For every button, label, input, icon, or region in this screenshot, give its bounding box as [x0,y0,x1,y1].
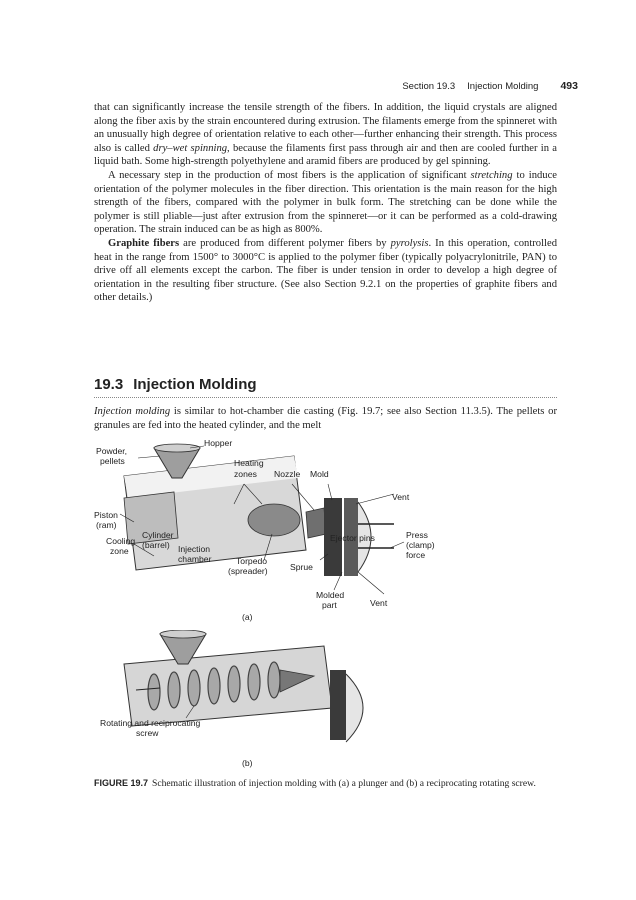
figure-a-plunger-diagram [94,438,554,638]
label-part: part [322,600,337,610]
caption-label: FIGURE 19.7 [94,778,149,788]
section-title: Injection Molding [133,376,257,393]
header-title: Injection Molding [467,81,539,92]
label-heating: Heating [234,458,264,468]
label-nozzle: Nozzle [274,469,301,479]
label-vent-bottom: Vent [370,598,388,608]
label-powder: Powder, [96,446,128,456]
label-vent-top: Vent [392,492,410,502]
screw-mold-fixed [330,670,346,740]
header-section: Section 19.3 [402,81,456,92]
label-zone: zone [110,546,129,556]
label-injection: Injection [178,544,211,554]
section-heading [94,376,557,398]
label-barrel: (barrel) [142,540,170,550]
label-piston: Piston [94,510,118,520]
figure-a-label: (a) [242,612,253,622]
label-press: Press [406,530,428,540]
label-rotating-reciprocating: Rotating and reciprocating [100,718,201,728]
figure-caption [94,777,554,791]
label-zones: zones [234,469,257,479]
figure-b-screw-diagram [94,630,554,770]
paragraph-4: Injection molding is similar to hot-chamber die casting (Fig. 19.7; see also Section 11.3.5). The pellets or granules are fed into the heated cylinder, and the melt [94,406,557,431]
label-sprue: Sprue [290,562,313,572]
label-ram: (ram) [96,520,117,530]
paragraph-3: Graphite fibers are produced from different polymer fibers by pyrolysis. In this operation, controlled heat in the range from 1500° to 3000°C is applied to the polymer fiber (typically polyacrylonitrile, PAN) to drive off all elements except the carbon. The fiber is under tension in order to develop a high degree of orientation in the resulting fiber structure. (See also Section 9.2.1 on the properties of graphite fibers and other details.) [94,237,557,304]
label-torpedo: Torpedo [236,556,268,566]
running-header [402,80,578,92]
label-cooling: Cooling [106,536,136,546]
torpedo [248,504,300,536]
body-text-top [94,101,557,305]
body-text-bottom [94,405,557,432]
label-molded: Molded [316,590,345,600]
label-mold: Mold [310,469,329,479]
label-ejector-pins: Ejector pins [330,533,375,543]
screw-hopper-mouth [160,630,206,638]
caption-text: Schematic illustration of injection molding with (a) a plunger and (b) a reciprocating rotating screw. [152,778,536,789]
screw-mold-moving [346,674,363,742]
label-chamber: chamber [178,554,212,564]
label-spreader: (spreader) [228,566,268,576]
label-pellets: pellets [100,456,125,466]
label-cylinder: Cylinder [142,530,174,540]
paragraph-1: that can significantly increase the tensile strength of the fibers. In addition, the liquid crystals are aligned along the fiber axis by the strain encountered during extrusion. The filaments emerge from the spinneret with an unusually high degree of orientation relative to each other—further enhancing their strength. This process also is called dry–wet spinning, because the filaments first pass through air and then are cooled further in a liquid bath. Some high-strength polyethylene and aramid fibers are produced by gel spinning. [94,102,557,168]
label-force: force [406,550,426,560]
section-number: 19.3 [94,376,124,393]
hopper-mouth [154,444,200,452]
paragraph-2: A necessary step in the production of most fibers is the application of significant stretching to induce orientation of the polymer molecules in the fiber direction. This orientation is the main reason for the high strength of the fibers, compared with the polymer in bulk form. The stretching can be done while the polymer is still pliable—just after extrusion from the spinneret—or it can be performed as a cold-drawing operation. The strain induced can be as high as 800%. [94,169,557,236]
figure-b-label: (b) [242,758,253,768]
label-hopper: Hopper [204,438,233,448]
page-number: 493 [560,80,578,92]
nozzle [306,508,326,538]
label-clamp: (clamp) [406,540,435,550]
label-screw: screw [136,728,159,738]
